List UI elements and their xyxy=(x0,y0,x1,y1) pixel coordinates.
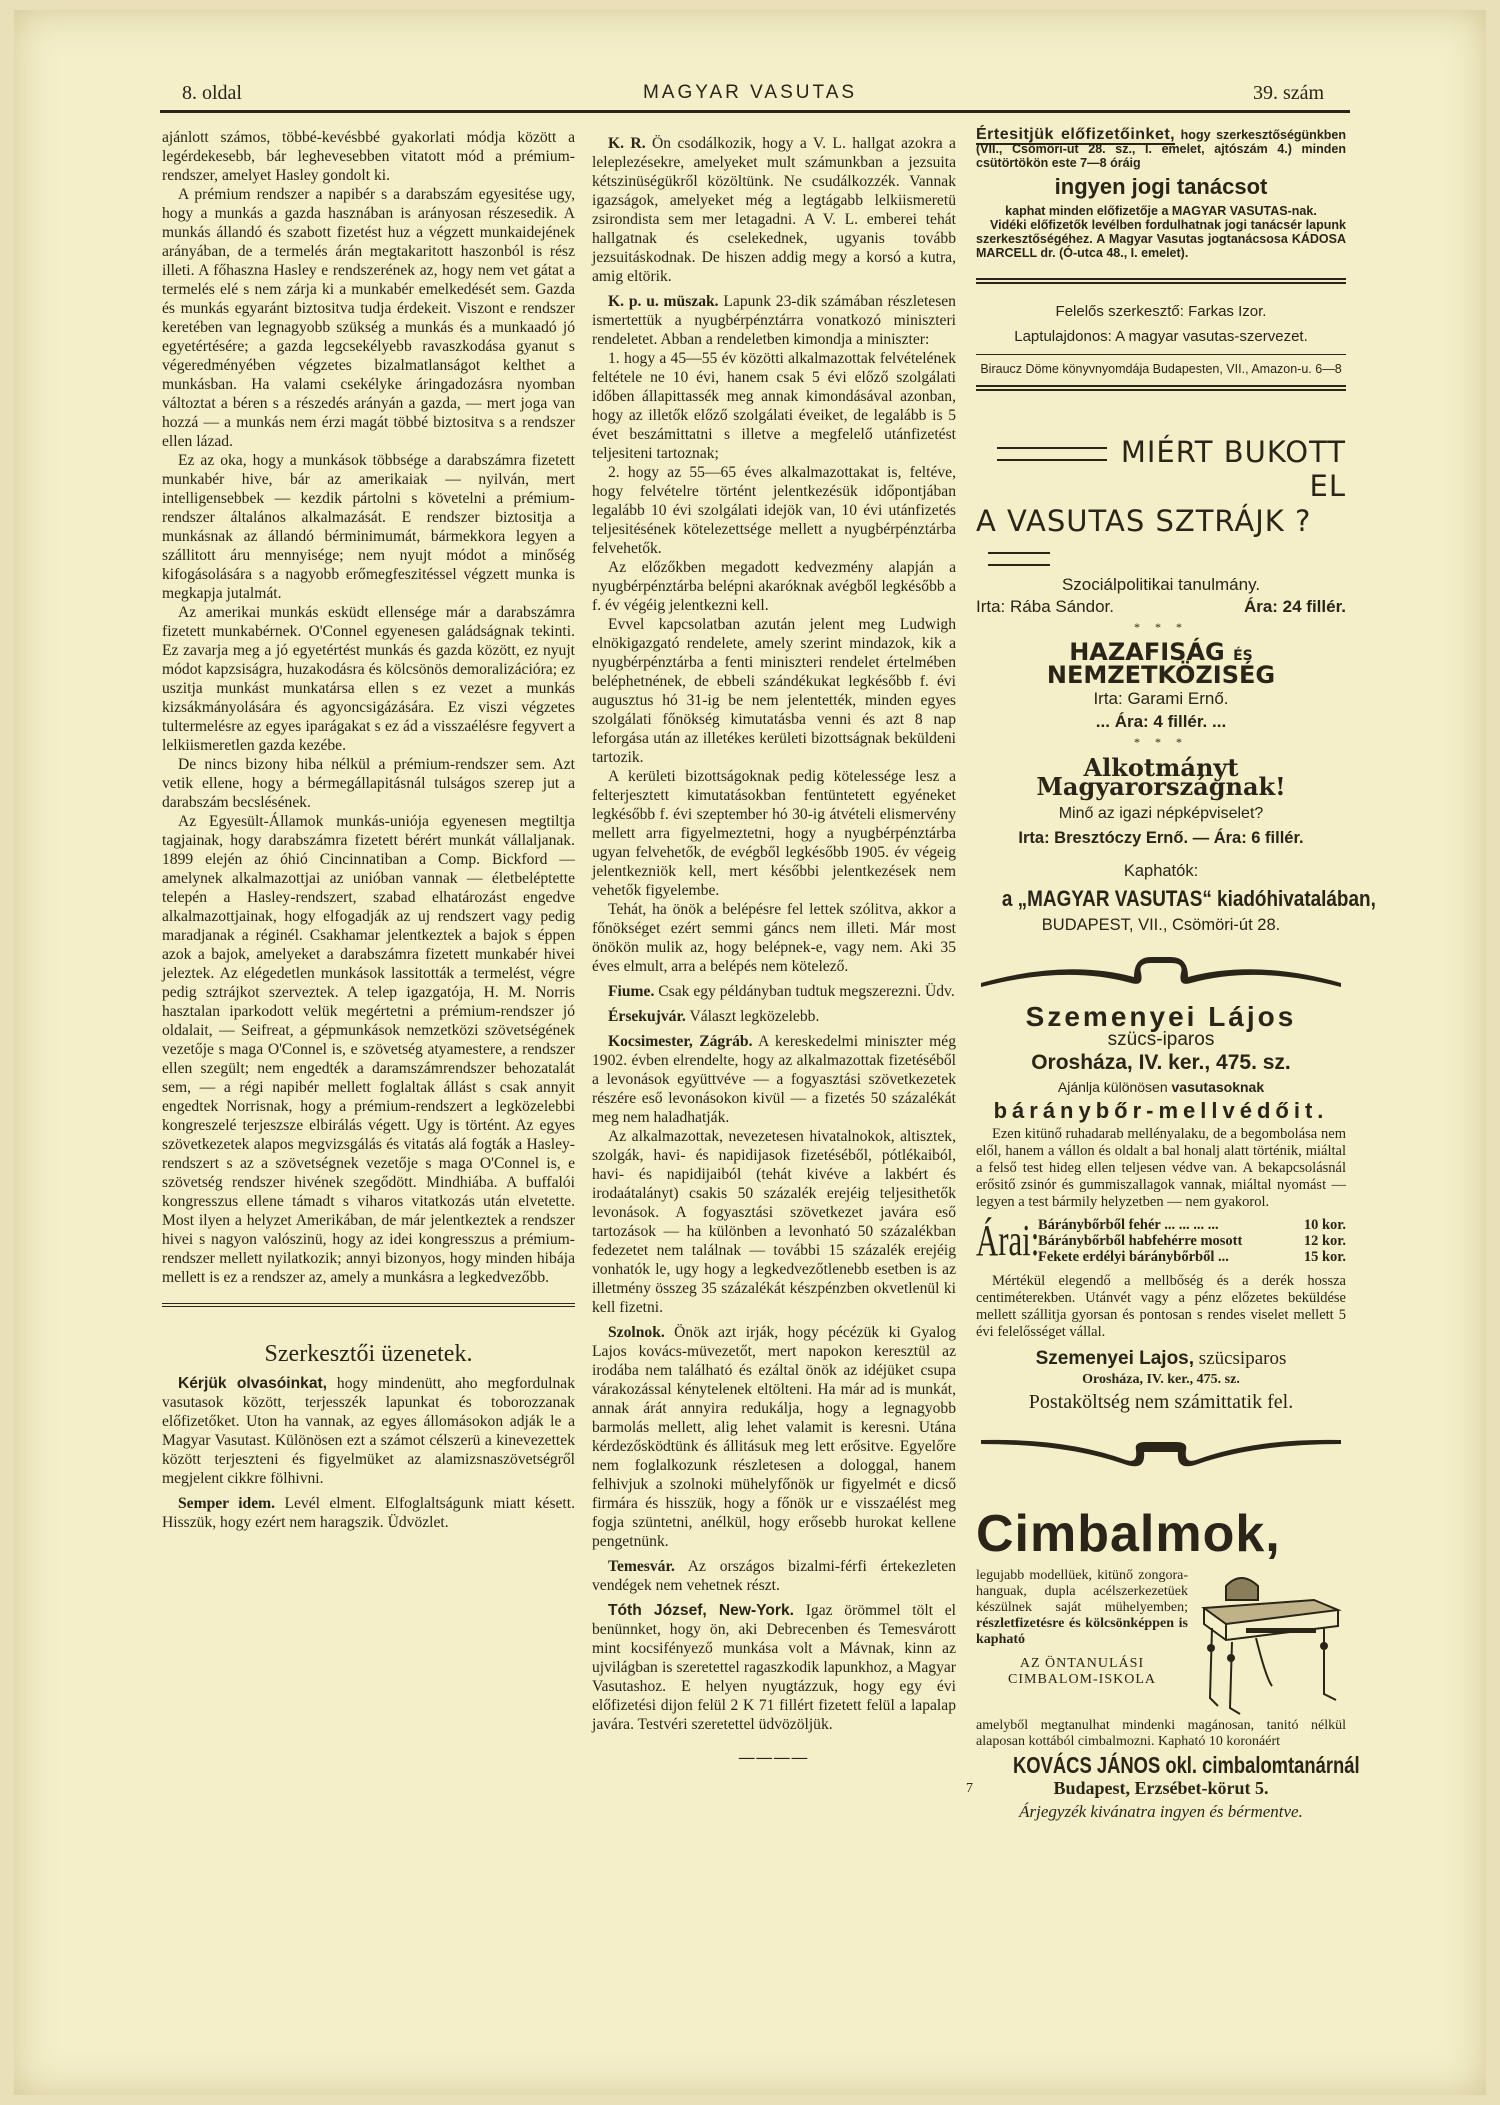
article-paragraph: De nincs bizony hiba nélkül a prémium-rendszer sem. Azt vetik ellene, hogy a bérmegállapitásnál tulságos szerep jut a darabszám becslésének. xyxy=(162,756,575,811)
legal-advice-notice xyxy=(976,128,1346,260)
notice-rural: Vidéki előfizetők levélben fordulhatnak jogi tanácsér lapunk szerkesztőségéhez. A Magyar Vasutas jogtanácsosa KÁDOSA MARCELL dr. (Ó-utca 48., I. emelet). xyxy=(976,218,1346,260)
issue-number: 39. szám xyxy=(1253,82,1325,104)
message-text: Választ legközelebb. xyxy=(685,1008,820,1025)
message-lead: Szolnok. xyxy=(608,1324,665,1341)
cimbalom-catalog-note: Árjegyzék kivánatra ingyen és bérmentve. xyxy=(1019,1802,1303,1821)
cimbalom-title: Cimbalmok, xyxy=(976,1505,1281,1563)
furrier-address: Orosháza, IV. ker., 475. sz. xyxy=(1031,1051,1291,1074)
cimbalom-seller: KOVÁCS JÁNOS okl. cimbalomtanárnál xyxy=(1013,1752,1360,1778)
message-lead: Tóth József, New-York. xyxy=(608,1602,795,1619)
furrier-signature: Szemenyei Lajos, szücsiparos xyxy=(1035,1348,1287,1369)
masthead-title: MAGYAR VASUTAS xyxy=(642,82,858,103)
message-paragraph xyxy=(592,558,956,615)
message-text: A kereskedelmi miniszter még 1902. évben elrendelte, hogy az alkalmazottak fizetéséből a levonások együttvéve — a fogyasztási szövetkezetek részére eső levonásokon kivül — a fizetés 50 százalékát meg nem haladhatják. xyxy=(592,1033,956,1126)
article-paragraph: Az amerikai munkás esküdt ellensége már a darabszámra fizetett munkabérnek. O'Connel egyenesen galádságnak tekinti. Ez zavarja meg a jó egyetértést munkás és gazda között, ez nyujt módot kapzsiságra, huzakodásra és kölcsönös demoralizációra; ez uszitja munkást munkatársa ellen s ez vezet a munkás kizsákmányolására és agyoncsigázására. Ez viszi végzetes tultermelésre az egyes iparágakat s ez ád a visszaélésre fegyvert a lelkiismeretlen gazda kezébe. xyxy=(162,604,575,754)
price-list xyxy=(976,1217,1346,1265)
message-item xyxy=(592,134,956,286)
message-item xyxy=(592,1032,956,1127)
book3-subtitle: Minő az igazi népképviselet? xyxy=(1058,805,1264,822)
message-text: Az előzőkben megadott kedvezmény alapján a nyugbérpénztárba belépni akaróknak avégből legkésőbb a f. év végéig jelentkezni kell. xyxy=(592,559,956,614)
message-paragraph xyxy=(592,615,956,767)
message-paragraph xyxy=(592,463,956,558)
notice-lead: Értesitjük előfizetőinket, xyxy=(976,126,1176,143)
message-text: Levél elment. Elfoglaltságunk miatt késett. Hisszük, hogy ezért nem haragszik. Üdvözlet. xyxy=(162,1495,575,1531)
book3-title: Alkotmányt Magyarországnak! xyxy=(1036,753,1286,801)
notice-line: kaphat minden előfizetője a MAGYAR VASUTAS-nak. xyxy=(1005,204,1317,218)
price-row: Báránybőrből fehér ... ... ... ... 10 kor. xyxy=(1038,1217,1346,1233)
book1-info: Irta: Rába Sándor. Ára: 24 fillér. xyxy=(976,597,1346,616)
book3-info: Irta: Bresztóczy Ernő. — Ára: 6 fillér. xyxy=(1018,829,1304,847)
margin-mark: 7 xyxy=(966,1781,973,1796)
publisher: Laptulajdonos: A magyar vasutas-szervezet. xyxy=(1014,328,1308,345)
article-paragraph: ajánlott számos, többé-kevésbbé gyakorlati módja között a legérdekesebb, bár leghevesebben vitatott mód a prémium-rendszer, amelyet Hasley gondolt ki. xyxy=(162,129,575,184)
price-row: Báránybőrből habfehérre mosott 12 kor. xyxy=(1038,1233,1346,1249)
message-text: Az alkalmazottak, nevezetesen hivatalnokok, altisztek, szolgák, havi- és napidijasok fizetéséből, pótlékaiból, havi- és napidijaiból (tehát kivéve a lakbért és irodaátalányt) csakis 50 százalék erejéig teljesithetők levonások. A fogyasztási szövetkezet javára eső tartozások — ha különben a levonható 50 százalékban fedezetet nem találnak — további 15 százalék erejéig vonhatók le, ugy hogy a legkedvezőtlenebb esetben is az illetmény összeg 35 százalékát készpénzben okvetlenül ki kell fizetni. xyxy=(592,1128,956,1316)
end-mark: ———— xyxy=(738,1749,810,1766)
cimbalom-illustration xyxy=(1196,1568,1346,1718)
notice-text: hogy szerkesztőségünkben (VII., Csömöri-ut 28. sz., I. emelet, ajtószám 4.) minden csütörtökön este 7—8 óráig xyxy=(976,128,1346,170)
cimbalom-text xyxy=(976,1568,1188,1718)
furrier-signature-address: Orosháza, IV. ker., 475. sz. xyxy=(1082,1372,1240,1387)
double-rule xyxy=(976,385,1346,391)
message-text: Evvel kapcsolatban azután jelent meg Ludwigh elnökigazgató rendelete, amely szerint mindazok, kik a nyugbérpénztárba a fenti miniszteri rendelet értelmében beléphetnének, de ebbeli szándékukat legkésőbb f. évi augusztus hó 31-ig be nem jelentették, minden egyes szolgálati főnökség kimutatásba venni és azt 8 nap leforgása után az illetékes kerületi bizottságnak beküldeni tartozik. xyxy=(592,616,956,766)
furrier-recommend: Ajánlja különösen vasutasoknak xyxy=(1057,1079,1265,1095)
ornament-divider xyxy=(976,1432,1346,1468)
furrier-measure: Mértékül elegendő a mellbőség és a derék hossza centiméterekben. Utánvét vagy a pénz előzetes beküldése mellett szállitja gyorsan és pontosan s rendes viselet mellett 5 évi felelősséget vállal. xyxy=(976,1273,1346,1340)
message-text: 1. hogy a 45—55 év közötti alkalmazottak felvételének feltétele ne 10 évi, hanem csak 5 évi előző szolgálati időben állapittassék meg annak kimondásával azonban, hogy az illetők előző szolgálati éveiket, de legalább is 5 évet beszámittatni s illetve a megfelelő utánfizetést teljesiteni tartoznak; xyxy=(592,350,956,462)
editor-message xyxy=(162,1374,575,1488)
prices-label: Árai: xyxy=(976,1216,1040,1265)
cimbalom-school-desc: amelyből megtanulhat mindenki magánosan, tanitó nélkül alaposan kottából cimbalmozni. Kapható 10 koronáért xyxy=(976,1718,1346,1749)
cimbalom-seller-address: Budapest, Erzsébet-körut 5. xyxy=(1053,1778,1269,1798)
message-item xyxy=(592,1323,956,1551)
ornament-divider xyxy=(976,953,1346,993)
cimbalom-body xyxy=(976,1568,1346,1718)
book-ads xyxy=(976,435,1376,935)
book1-title-line1: MIÉRT BUKOTT EL xyxy=(976,435,1346,503)
right-column xyxy=(966,126,1376,1821)
page-number: 8. oldal xyxy=(182,82,242,104)
notice-headline: ingyen jogi tanácsot xyxy=(1054,174,1268,199)
section-divider xyxy=(162,1303,575,1307)
responsible-editor: Felelős szerkesztő: Farkas Izor. xyxy=(1055,303,1267,320)
message-item xyxy=(592,982,956,1001)
message-lead: Temesvár. xyxy=(608,1558,675,1575)
message-text: Lapunk 23-dik számában részletesen ismertettük a nyugbérpénztárra vonatkozó miniszteri rendeletet. Abban a rendeletben kimondja a miniszter: xyxy=(592,293,956,348)
furrier-product: báránybőr-mellvédőit. xyxy=(993,1098,1329,1123)
furrier-description: Ezen kitünő ruhadarab mellényalaku, de a begombolása nem elől, hanem a vállon és oldalt a bal honalj alatt történik, miáltal a felső test hideg ellen teljesen védve van. A bekapcsolásnál erősitő zsinór és gummiszallagok vannak, miáltal nyomást — legyen a test bármily helyzetben — nem gyakorol. xyxy=(976,1126,1346,1210)
price-items xyxy=(1038,1217,1346,1265)
message-paragraph xyxy=(592,349,956,463)
book2-title: HAZAFISÁG ÉS NEMZETKÖZISÉG xyxy=(1046,638,1276,689)
message-lead: K. p. u. müszak. xyxy=(608,293,719,310)
article-paragraph: Az Egyesült-Államok munkás-uniója egyenesen megtiltja tagjainak, hogy darabszámra fizetett bérért munkát vállaljanak. 1899 elején az óhió Cincinnatiban a Comp. Bickford — amelynek alkalmazottjai az unióban vannak — életbeléptette telepén a Hasley-rendszert, szabad elhatározást engedve alkalmazottjainak, hogy elfogadják az uj rendszert vagy pedig maradjanak a réginél. Csakhamar jelentkeztek a bajok s éppen azok a bajok, amelyeket a darabszámra fizetett munkabér hivei jeleztek. Az elégedetlen munkások lassitották a termelést, végre pedig sztrájkot szerveztek. A telep igazgatója, H. M. Norris hasztalan iparkodott velük megértetni a prémium-rendszer jó oldalait, — Seifreat, a gépmunkások nemzetközi szövetségének vezetője s maga O'Connel is, e szövetség atyamestere, a rendszer ellen szegült; nem engedték a daramszámrendszer behozatalát sem, — a régi napibér mellett foglaltak állást s csak annyit engedtek Norrisnak, hogy a prémium-rendszert a legközelebbi kongreszelé terjeszsze elbirálás végett. Ugy is történt. Az egyes szövetkezetek alapos megvizsgálás és vitatás alá fogták a Hasley-rendszert s az a szövetségnek vezetője s maga O'Connel is, e szövetség rendszer hivének szegődött. Mindhiába. A buffalói kongresszus ellene támadt s viharos vitatkozás után elvetette. Most ilyen a helyzet Amerikában, de már jelentkeztek a rendszer hivei s nagyon valószinü, hogy az idei kongresszus a prémium-rendszer mellett nyilatkozik; annyi bizonyos, hogy minden hibája mellett is ez a rendszer az, amely a munkásra a legkedvezőbb. xyxy=(162,813,575,1286)
message-lead: Érsekujvár. xyxy=(608,1008,686,1025)
message-item xyxy=(592,1007,956,1026)
message-lead: Fiume. xyxy=(608,983,655,1000)
message-item xyxy=(592,292,956,349)
furrier-trade: szücs-iparos xyxy=(1107,1029,1215,1050)
message-text: Csak egy példányban tudtuk megszerezni. Üdv. xyxy=(654,983,955,1000)
publisher-address: BUDAPEST, VII., Csömöri-út 28. xyxy=(1041,916,1281,934)
double-rule xyxy=(976,278,1346,284)
furrier-name: Szemenyei Lájos xyxy=(1025,1001,1297,1032)
price-row: Fekete erdélyi báránybőrből ... 15 kor. xyxy=(1038,1249,1346,1265)
message-text: Tehát, ha önök a belépésre fel lettek szólitva, akkor a főnökséget ezért semmi gáncs nem illeti. Már most önökön mulik az, hogy belépnek-e, vagy nem. Aki 35 éves elmult, arra a belépés nem kötelező. xyxy=(592,901,956,975)
header-rule xyxy=(160,110,1350,113)
book2-author: Irta: Garami Ernő. xyxy=(1093,689,1229,708)
postage-note: Postaköltség nem számittatik fel. xyxy=(1028,1391,1294,1413)
message-lead: Kérjük olvasóinkat, xyxy=(178,1375,328,1392)
article-paragraph: A prémium rendszer a napibér s a darabszám egyesitése ugy, hogy a munkás a gazda hasznában is arányosan részesedik. A munkás állandó és szabott fizetést huz a végzett munkaidejének arányában, de a termelés árán megtakaritott haszonból is rész illeti. A főhaszna Hasley e rendszerének az, hogy nem vet gátat a termelés elé s nem zárja ki a munkabér emelkedését sem. Gazda és munkás egyaránt biztositva tudja érdekeit. Viszont e rendszer keretében van legnagyobb szükség a munkás és a munkaadó jó egyetértésére; a gazda legcsekélyebb ravaszkodása gyanut s végeredményében végzetes bizalmatlanságot kelthet a munkásban. Ha valami csekélyke áringadozásra nyomban változtat a béren s a részedés arányán a gazda, — mert joga van hozzá — a munkás nem érzi magát többé biztositva s a rendszer ellen lázad. xyxy=(162,186,575,450)
message-lead: K. R. xyxy=(608,135,646,152)
message-text: Ön csodálkozik, hogy a V. L. hallgat azokra a leleplezésekre, amelyeket mult számunkban a jezsuita kétszinüségükről közöltünk. Ne csudálkozzék. Vannak igazságok, amelyeket még a legtágabb lelkiismeretü zsirondista sem mer letagadni. A V. L. emberei tehát hallgatnak és cselekednek, ugyanis tovább jezsuitáskodnak. De hiszen addig megy a korsó a kutra, amig eltörik. xyxy=(592,135,956,285)
cimbalom-seller-address-row xyxy=(966,1778,1346,1798)
editor-messages-title: Szerkesztői üzenetek. xyxy=(264,1341,473,1367)
publisher-office: a „MAGYAR VASUTAS“ kiadóhivatalában, xyxy=(1001,886,1376,911)
message-item xyxy=(592,1557,956,1595)
editor-message xyxy=(162,1494,575,1532)
printer: Biraucz Döme könyvnyomdája Budapesten, VII., Amazon-u. 6—8 xyxy=(980,362,1342,376)
book1-subtitle: Szociálpolitikai tanulmány. xyxy=(1061,575,1261,594)
message-text: A kerületi bizottságoknak pedig kötelessége lesz a felterjesztett kimutatásokban fentüntetett egyéneket legkésőbb f. évi szeptember hó 30-ig átvételi elismervény mellett arra figyelmeztetni, hogy a nyugbérpénztárba ugyan felvehetők, de evégből legkésőbb 1905. év végeig jelentkezniök kell, mert későbbi jelentkezések nem vehetők figyelembe. xyxy=(592,768,956,899)
cimbalom-desc: legujabb modellüek, kitünő zongora-hanguak, dupla acélszerkezetüek készülnek saját mühelyemben; részletfizetésre és kölcsönképpen is kapható xyxy=(976,1568,1188,1647)
message-text: Az országos bizalmi-férfi értekezleten vendégek nem vehetnek részt. xyxy=(592,1558,956,1594)
cimbalom-school: AZ ÖNTANULÁSI CIMBALOM-ISKOLA xyxy=(1008,1656,1156,1687)
middle-column xyxy=(592,128,956,1767)
left-column xyxy=(162,128,575,1532)
message-lead: Kocsimester, Zágráb. xyxy=(608,1033,753,1050)
message-text: Önök azt irják, hogy pécézük ki Gyalog Lajos kovács-müvezetőt, mert napokon keresztül az irodába nem található és ezáltal önök az idéjüket csupa várakozással kénytelenek eltölteni. Ha már ad is munkát, annak árát annyira redukálja, hogy a legnagyobb barmolás mellett, alig lehet valamit is keresni. Utána kérdezősködtünk és állitásuk meg lett erősitve. Egyelőre nem foglalkozunk részletesen a dologgal, hanem felhivjuk a szolnoki mühelyfőnök ur figyelmét e dicső firmára és hisszük, hogy a főnök ur e visszaélést meg fogja szüntetni, anélkül, hogy erősebb hurokat kellene pengetnünk. xyxy=(592,1324,956,1550)
message-lead: Semper idem. xyxy=(178,1495,276,1512)
separator-stars: * * * xyxy=(1134,735,1188,749)
book2-price: ... Ára: 4 fillér. ... xyxy=(1095,712,1227,731)
book1-title-line2: A VASUTAS SZTRÁJK ? xyxy=(976,503,1346,575)
message-item xyxy=(592,1601,956,1734)
article-paragraph: Ez az oka, hogy a munkások többsége a darabszámra fizetett munkabér hive, bár az amerikaiak — nyilván, mert intelligensebbek — kezdik pártolni s követelni a prémium-rendszer általános alkalmazását. E rendszer biztositja a munkásnak az állandó bérminimumát, bármekkora legyen a szállitott áru mennyisége; nem nyujt módot a minőség kifogásolására s a nagyobb erőmegfeszitéssel végzett munka is megkapja jutalmát. xyxy=(162,452,575,602)
message-text: hogy mindenütt, aho megfordulnak vasutasok között, terjesszék lapunkat és toborozzanak előfizetőket. Uton ha vannak, az egyes állomásokon adják le a Magyar Vasutast. Különösen ezt a számot célszerü a kinevezettek között terjeszteni és figyelmüket az alamizsnaszövetségről megjelent cikkre fölhivni. xyxy=(162,1375,575,1487)
message-paragraph xyxy=(592,767,956,900)
separator-stars: * * * xyxy=(1134,620,1188,634)
message-text: Igaz örömmel tölt el benünnket, hogy ön, aki Debrecenben és Temesvárott mint kocsifényező munkása volt a Mávnak, kinn az ujvilágban is szeretettel ragaszkodik lapunkhoz, a Magyar Vasutashoz. E helyen nyugtázzuk, hogy egy évi előfizetési dijon felül 2 K 71 fillért fizetett felül a lapalap javára. Testvéri szeretettel üdvözöljük. xyxy=(592,1602,956,1733)
message-paragraph xyxy=(592,1127,956,1317)
available-at-label: Kaphatók: xyxy=(1123,862,1199,880)
message-text: 2. hogy az 55—65 éves alkalmazottakat is, feltéve, hogy felvételre történt jelentkezésük időpontjában legalább 10 évi szolgálati idejök van, 10 évi utánfizetés teljesitésének kötelezettsége mellett a nyugbérpénztárba felvehetők. xyxy=(592,464,956,557)
message-paragraph xyxy=(592,900,956,976)
